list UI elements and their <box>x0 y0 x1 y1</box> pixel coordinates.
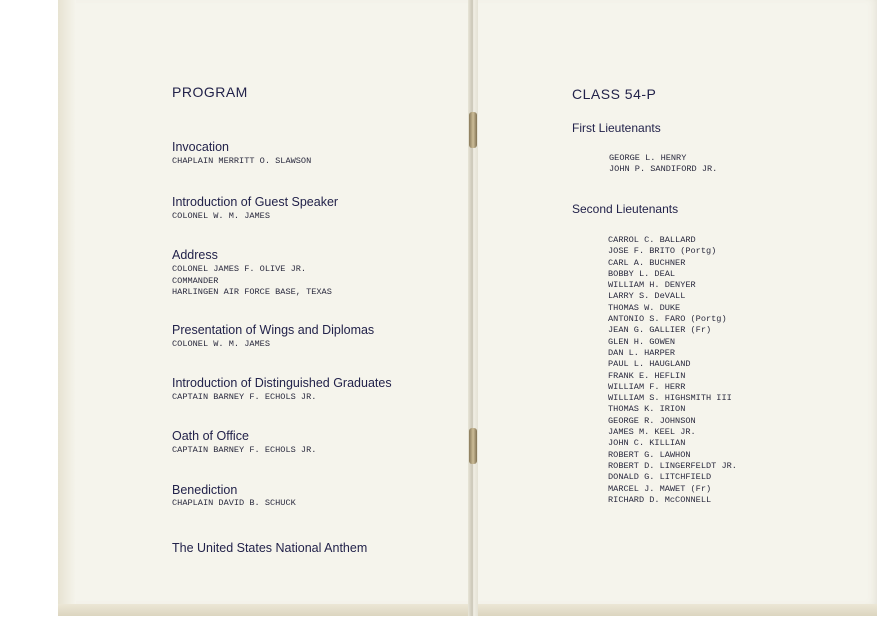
graduate-name: THOMAS W. DUKE <box>608 302 681 313</box>
class-title: CLASS 54-P <box>572 86 657 102</box>
graduate-name: GEORGE L. HENRY <box>609 153 687 163</box>
program-item-details <box>172 156 311 168</box>
page-edge <box>58 0 76 616</box>
staple-top <box>469 112 477 148</box>
graduate-name: CARROL C. BALLARD <box>608 235 696 245</box>
program-item-title: Invocation <box>172 140 229 154</box>
graduate-name: RICHARD D. McCONNELL <box>608 494 712 505</box>
program-item-title: Presentation of Wings and Diplomas <box>172 323 375 337</box>
graduate-name: JOHN C. KILLIAN <box>608 438 686 449</box>
graduate-name: JOSE F. BRITO (Portg) <box>608 246 717 257</box>
program-item-title: Introduction of Distinguished Graduates <box>172 376 392 390</box>
program-item-line: CHAPLAIN DAVID B. SCHUCK <box>172 498 296 508</box>
program-item-details <box>172 339 270 351</box>
graduate-name: ROBERT G. LAWHON <box>608 449 691 460</box>
program-item-title: Introduction of Guest Speaker <box>172 195 339 209</box>
graduate-name: CARL A. BUCHNER <box>608 257 686 268</box>
program-item-details <box>172 264 332 299</box>
program-item-line: CHAPLAIN MERRITT O. SLAWSON <box>172 156 312 166</box>
program-item-title: The United States National Anthem <box>172 541 368 555</box>
graduate-name: DONALD G. LITCHFIELD <box>608 472 712 483</box>
program-item-details <box>172 392 316 404</box>
program-item-title: Oath of Office <box>172 429 249 443</box>
graduate-name: PAUL L. HAUGLAND <box>608 359 691 370</box>
program-item-line: COMMANDER <box>172 275 219 286</box>
graduate-name: BOBBY L. DEAL <box>608 268 676 279</box>
graduate-name: WILLIAM S. HIGHSMITH III <box>608 393 732 404</box>
graduate-name: WILLIAM F. HERR <box>608 381 686 392</box>
graduate-name: MARCEL J. MAWET (Fr) <box>608 483 712 494</box>
program-item-line: CAPTAIN BARNEY F. ECHOLS JR. <box>172 392 317 402</box>
program-item-title: Benediction <box>172 483 238 497</box>
first-lieutenants-heading: First Lieutenants <box>572 121 661 135</box>
program-item-line: HARLINGEN AIR FORCE BASE, TEXAS <box>172 287 332 297</box>
program-item-line: COLONEL W. M. JAMES <box>172 339 270 349</box>
graduate-name: GEORGE R. JOHNSON <box>608 415 696 426</box>
program-item-line: CAPTAIN BARNEY F. ECHOLS JR. <box>172 445 317 455</box>
program-item-line: COLONEL JAMES F. OLIVE JR. <box>172 264 307 274</box>
graduate-name: JAMES M. KEEL JR. <box>608 427 696 438</box>
graduate-name: ANTONIO S. FARO (Portg) <box>608 314 727 325</box>
graduate-name: WILLIAM H. DENYER <box>608 280 696 291</box>
graduate-name: THOMAS K. IRION <box>608 404 686 415</box>
graduate-name: JEAN G. GALLIER (Fr) <box>608 325 712 336</box>
graduate-name: DAN L. HARPER <box>608 347 676 358</box>
graduate-name: GLEN H. GOWEN <box>608 336 676 347</box>
second-lieutenants-list <box>608 235 737 506</box>
program-item-line: COLONEL W. M. JAMES <box>172 211 270 221</box>
graduate-name: ROBERT D. LINGERFELDT JR. <box>608 460 737 471</box>
program-title: PROGRAM <box>172 84 248 100</box>
center-fold <box>468 0 478 616</box>
program-item-details <box>172 498 296 510</box>
graduate-name: JOHN P. SANDIFORD JR. <box>609 164 718 175</box>
staple-bottom <box>469 428 477 464</box>
program-item-details <box>172 445 316 457</box>
graduate-name: LARRY S. DeVALL <box>608 291 686 302</box>
second-lieutenants-heading: Second Lieutenants <box>572 202 679 216</box>
program-item-title: Address <box>172 248 218 262</box>
first-lieutenants-list <box>609 153 717 176</box>
graduate-name: FRANK E. HEFLIN <box>608 370 686 381</box>
program-item-details <box>172 211 270 223</box>
